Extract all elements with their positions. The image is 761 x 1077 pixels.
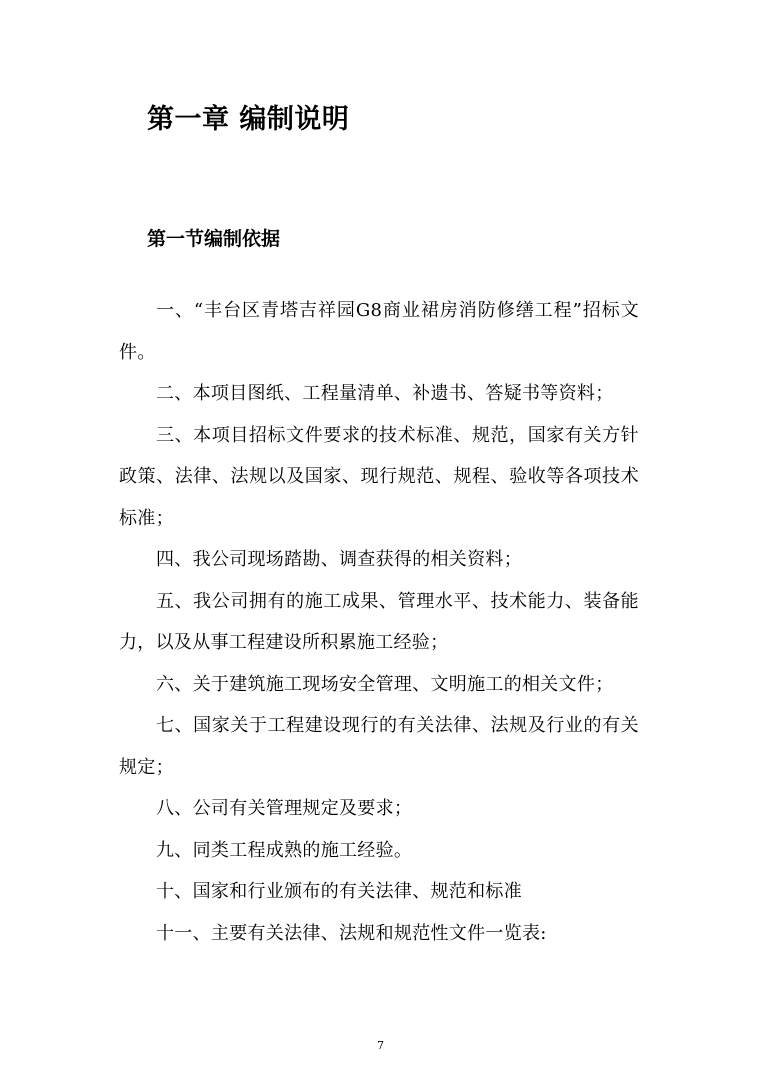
paragraph-9: 九、同类工程成熟的施工经验。 (156, 839, 413, 861)
paragraph-5: 五、我公司拥有的施工成果、管理水平、技术能力、装备能力，以及从事工程建设所积累施工经验； (119, 590, 639, 653)
chapter-title: 第一章 编制说明 (147, 104, 350, 135)
paragraph-11: 十一、主要有关法律、法规和规范性文件一览表: (156, 922, 547, 944)
paragraph-8: 八、公司有关管理规定及要求； (156, 798, 413, 819)
paragraph-4: 四、我公司现场踏勘、调查获得的相关资料； (156, 549, 522, 570)
paragraph-3: 三、本项目招标文件要求的技术标准、规范，国家有关方针政策、法律、法规以及国家、现行规范、规程、验收等各项技术标准； (119, 424, 639, 529)
paragraph-10: 十、国家和行业颁布的有关法律、规范和标准 (156, 881, 522, 902)
paragraph-6: 六、关于建筑施工现场安全管理、文明施工的相关文件； (156, 673, 614, 695)
section-title: 第一节编制依据 (147, 228, 281, 250)
paragraph-2: 二、本项目图纸、工程量清单、补遗书、答疑书等资料； (156, 383, 614, 404)
paragraph-1: 一、“丰台区青塔吉祥园G8商业裙房消防修缮工程”招标文件。 (119, 300, 639, 363)
body-text (119, 290, 639, 954)
paragraph-7: 七、国家关于工程建设现行的有关法律、法规及行业的有关规定； (119, 715, 639, 778)
page-number: 7 (377, 1039, 384, 1052)
